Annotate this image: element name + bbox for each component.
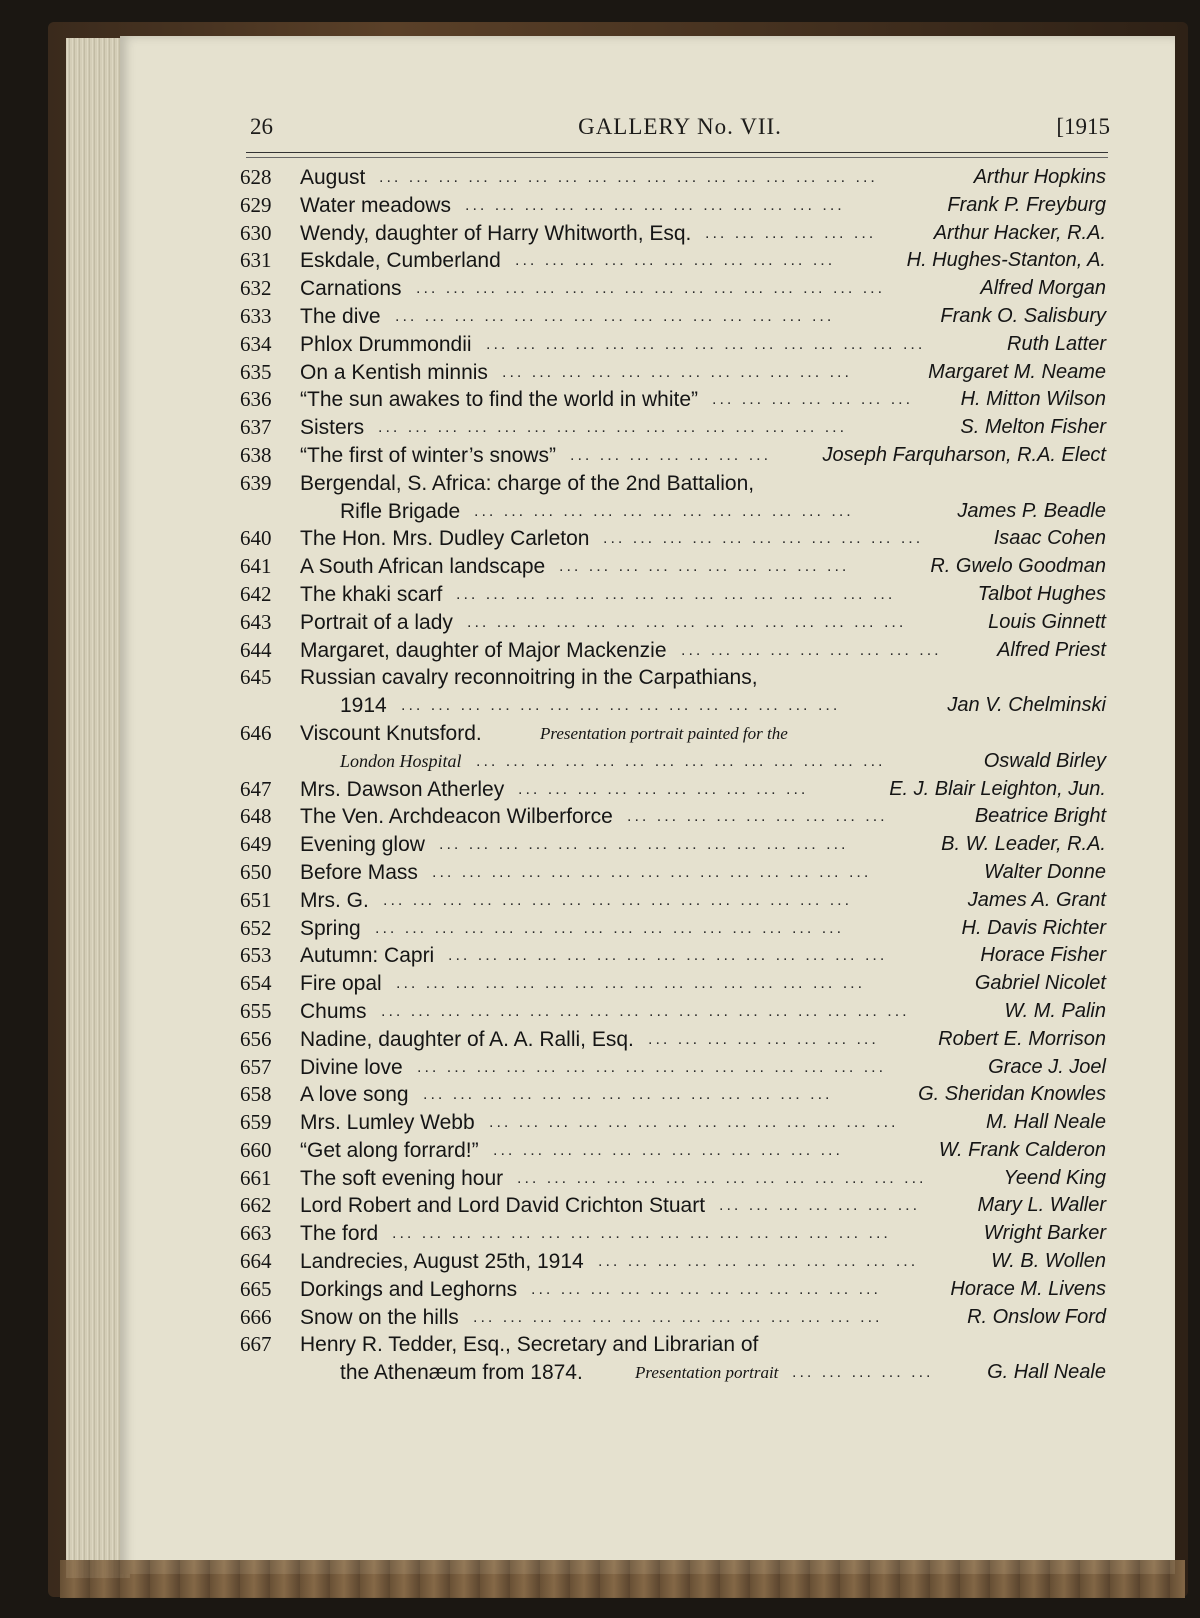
entry-artist: Beatrice Bright <box>974 805 1106 828</box>
entry-title: Margaret, daughter of Major Mackenzie <box>300 638 667 662</box>
entry-title: Henry R. Tedder, Esq., Secretary and Librarian of <box>300 1333 759 1357</box>
entry-title: August <box>300 166 366 189</box>
entry-note: Presentation portrait painted for the <box>540 723 788 743</box>
entry-title: Divine love <box>300 1055 403 1079</box>
leader-dots: ... ... ... ... ... ... ... ... ... ... ... ... ... ... ... ... <box>375 919 845 937</box>
leader-dots: ... ... ... ... ... ... ... <box>712 391 914 409</box>
entry-number: 648 <box>240 804 272 829</box>
catalogue-row <box>0 1331 1200 1359</box>
catalogue-row <box>0 1109 1200 1137</box>
leader-dots: ... ... ... ... ... ... ... ... ... ... ... ... ... <box>474 502 854 520</box>
entry-title: Before Mass <box>300 860 418 884</box>
year-label: [1915 <box>1056 114 1110 139</box>
catalogue-row <box>0 998 1200 1026</box>
entry-title: Evening glow <box>300 833 425 857</box>
catalogue-row <box>0 164 1200 192</box>
entry-artist: Frank P. Freyburg <box>947 193 1106 216</box>
entry-number: 644 <box>240 637 272 662</box>
entry-artist: E. J. Blair Leighton, Jun. <box>889 777 1106 800</box>
catalogue-row <box>0 359 1200 387</box>
entry-artist: W. Frank Calderon <box>938 1138 1106 1161</box>
catalogue-row <box>0 942 1200 970</box>
entry-number: 633 <box>240 303 272 328</box>
leader-dots: ... ... ... ... ... ... ... ... ... ... ... ... ... ... ... ... <box>417 1058 887 1076</box>
leader-dots: ... ... ... ... ... ... ... ... ... ... <box>559 558 850 576</box>
leader-dots: ... ... ... ... ... ... ... ... ... ... ... ... ... ... ... <box>448 947 888 965</box>
entry-artist: R. Gwelo Goodman <box>930 555 1106 578</box>
catalogue-row <box>0 720 1200 748</box>
entry-title: Mrs. Dawson Atherley <box>300 777 505 801</box>
entry-title: “Get along forrard!” <box>300 1138 479 1162</box>
entry-artist: H. Mitton Wilson <box>960 388 1106 411</box>
entry-number: 653 <box>240 943 272 968</box>
leader-dots: ... ... ... ... ... ... ... ... ... ... ... ... ... ... ... ... <box>416 280 886 298</box>
leader-dots: ... ... ... ... ... ... ... ... ... ... ... ... ... ... <box>439 836 849 854</box>
catalogue-row-continued <box>0 748 1200 776</box>
entry-artist: Louis Ginnett <box>988 610 1106 633</box>
entry-number: 660 <box>240 1137 272 1162</box>
catalogue-row <box>0 525 1200 553</box>
entry-artist: Jan V. Chelminski <box>947 694 1106 717</box>
entry-title: Snow on the hills <box>300 1305 459 1329</box>
catalogue-row <box>0 970 1200 998</box>
leader-dots: ... ... ... ... ... ... ... <box>570 446 772 464</box>
catalogue-row <box>0 1304 1200 1332</box>
entry-number: 662 <box>240 1193 272 1218</box>
entry-number: 638 <box>240 442 272 467</box>
entry-artist: M. Hall Neale <box>985 1111 1106 1134</box>
catalogue-row <box>0 442 1200 470</box>
entry-artist: Ruth Latter <box>1007 332 1106 355</box>
entry-title: “The sun awakes to find the world in white” <box>300 388 699 412</box>
entry-number: 658 <box>240 1082 272 1107</box>
entry-title: Dorkings and Leghorns <box>300 1277 518 1301</box>
entry-title: Mrs. Lumley Webb <box>300 1111 475 1135</box>
entry-number: 654 <box>240 971 272 996</box>
leader-dots: ... ... ... ... ... ... ... <box>719 1197 921 1215</box>
catalogue-row <box>0 470 1200 498</box>
entry-title: Eskdale, Cumberland <box>300 249 501 273</box>
entry-title: Viscount Knutsford. <box>300 721 482 745</box>
catalogue-row <box>0 220 1200 248</box>
leader-dots: ... ... ... ... ... ... ... ... ... ... ... ... <box>531 1280 881 1298</box>
entry-number: 636 <box>240 387 272 412</box>
catalogue-row <box>0 386 1200 414</box>
entry-title: Autumn: Capri <box>300 944 435 968</box>
entry-title: Bergendal, S. Africa: charge of the 2nd Battalion, <box>300 471 755 495</box>
leader-dots: ... ... ... ... ... ... ... ... ... ... ... ... <box>493 1141 843 1159</box>
catalogue-row <box>0 859 1200 887</box>
entry-artist: Arthur Hacker, R.A. <box>933 221 1106 244</box>
catalogue-row <box>0 581 1200 609</box>
catalogue-row <box>0 1276 1200 1304</box>
catalogue-row <box>0 609 1200 637</box>
catalogue-row <box>0 1192 1200 1220</box>
entry-title: A love song <box>300 1083 409 1107</box>
leader-dots: ... ... ... ... ... ... ... ... ... ... ... ... ... ... <box>476 752 886 770</box>
leader-dots: ... ... ... ... ... ... ... ... ... ... ... ... <box>502 363 852 381</box>
entry-number: 635 <box>240 359 272 384</box>
entry-artist: Alfred Priest <box>997 638 1106 661</box>
leader-dots: ... ... ... ... ... ... ... ... ... ... ... ... ... ... <box>517 1169 927 1187</box>
entry-number: 645 <box>240 665 272 690</box>
entry-number: 649 <box>240 832 272 857</box>
entry-artist: James A. Grant <box>967 888 1106 911</box>
entry-number: 651 <box>240 887 272 912</box>
entry-artist: W. B. Wollen <box>991 1250 1106 1273</box>
entry-artist: Walter Donne <box>984 860 1106 883</box>
entry-number: 652 <box>240 915 272 940</box>
entry-number: 639 <box>240 470 272 495</box>
leader-dots: ... ... ... ... ... ... ... ... ... ... ... ... ... ... ... <box>456 585 896 603</box>
leader-dots: ... ... ... ... ... ... ... ... ... ... ... ... ... ... ... ... ... ... <box>381 1002 910 1020</box>
catalogue-row <box>0 664 1200 692</box>
entry-title: Fire opal <box>300 972 382 996</box>
entry-number: 628 <box>240 165 272 189</box>
leader-dots: ... ... ... ... ... ... ... ... ... <box>627 808 888 826</box>
entry-title-continued: London Hospital <box>340 750 462 771</box>
entry-number: 647 <box>240 776 272 801</box>
catalogue-row <box>0 1026 1200 1054</box>
leader-dots: ... ... ... ... ... ... ... ... ... <box>681 641 942 659</box>
leader-dots: ... ... ... ... ... ... ... ... ... ... ... ... ... ... ... <box>401 697 841 715</box>
entry-number: 641 <box>240 554 272 579</box>
entry-title: A South African landscape <box>300 555 546 579</box>
page-number: 26 <box>250 114 273 139</box>
catalogue-row <box>0 331 1200 359</box>
entry-artist: Alfred Morgan <box>980 277 1106 300</box>
entry-title-continued: Rifle Brigade <box>340 499 461 523</box>
entry-title: The khaki scarf <box>300 582 443 606</box>
leader-dots: ... ... ... ... ... ... ... ... ... ... ... ... ... ... <box>423 1086 833 1104</box>
entry-artist: Robert E. Morrison <box>938 1027 1106 1050</box>
catalogue-entries <box>0 164 1200 1387</box>
entry-artist: Horace Fisher <box>980 944 1106 967</box>
entry-artist: S. Melton Fisher <box>960 416 1106 439</box>
entry-title: The soft evening hour <box>300 1166 504 1190</box>
catalogue-row <box>0 1054 1200 1082</box>
leader-dots: ... ... ... ... ... ... ... ... ... ... ... ... ... ... ... <box>486 335 926 353</box>
leader-dots: ... ... ... ... ... ... ... ... ... ... ... ... ... ... ... ... <box>396 975 866 993</box>
entry-artist: H. Davis Richter <box>961 916 1106 939</box>
entry-artist: G. Hall Neale <box>987 1361 1106 1384</box>
leader-dots: ... ... ... ... ... ... ... ... ... ... ... ... ... ... ... ... <box>383 891 853 909</box>
leader-dots: ... ... ... ... ... ... ... ... ... ... ... ... ... <box>465 196 845 214</box>
entry-number: 667 <box>240 1332 272 1357</box>
entry-title: Chums <box>300 999 367 1023</box>
entry-title: The Hon. Mrs. Dudley Carleton <box>300 527 590 551</box>
catalogue-row <box>0 192 1200 220</box>
entry-artist: James P. Beadle <box>957 499 1106 522</box>
entry-number: 656 <box>240 1026 272 1051</box>
leader-dots: ... ... ... ... ... ... ... ... ... ... ... ... ... ... ... ... ... <box>392 1225 891 1243</box>
catalogue-row <box>0 776 1200 804</box>
catalogue-row <box>0 1137 1200 1165</box>
leader-dots: ... ... ... ... ... ... ... ... ... ... ... ... ... ... ... ... <box>378 419 848 437</box>
entry-artist: Wright Barker <box>983 1222 1106 1245</box>
entry-title-continued: 1914 <box>340 694 387 718</box>
entry-number: 655 <box>240 998 272 1023</box>
entry-artist: Joseph Farquharson, R.A. Elect <box>822 443 1106 466</box>
entry-number: 640 <box>240 526 272 551</box>
catalogue-row-continued <box>0 498 1200 526</box>
entry-number: 664 <box>240 1249 272 1274</box>
leader-dots: ... ... ... ... ... <box>792 1364 934 1382</box>
entry-artist: Arthur Hopkins <box>973 166 1106 188</box>
catalogue-row <box>0 1081 1200 1109</box>
entry-artist: R. Onslow Ford <box>967 1305 1106 1328</box>
book-edge-bottom <box>60 1560 1185 1598</box>
entry-title: The ford <box>300 1222 379 1246</box>
leader-dots: ... ... ... ... ... ... ... ... ... ... ... ... ... ... ... <box>395 307 835 325</box>
catalogue-row <box>0 414 1200 442</box>
entry-title: Wendy, daughter of Harry Whitworth, Esq. <box>300 221 692 245</box>
entry-number: 665 <box>240 1276 272 1301</box>
entry-artist: Frank O. Salisbury <box>940 304 1106 327</box>
leader-dots: ... ... ... ... ... ... ... ... ... ... ... ... ... ... ... <box>432 863 872 881</box>
entry-title: Carnations <box>300 277 402 301</box>
entry-number: 630 <box>240 220 272 245</box>
entry-number: 650 <box>240 859 272 884</box>
entry-title: Sisters <box>300 416 365 440</box>
entry-title: The dive <box>300 304 381 328</box>
entry-title-continued: the Athenæum from 1874. <box>340 1361 583 1385</box>
catalogue-row <box>0 887 1200 915</box>
catalogue-row <box>0 1165 1200 1193</box>
entry-number: 642 <box>240 581 272 606</box>
catalogue-row <box>0 1220 1200 1248</box>
entry-number: 637 <box>240 415 272 440</box>
entry-title: “The first of winter’s snows” <box>300 443 556 467</box>
entry-title: Landrecies, August 25th, 1914 <box>300 1250 584 1274</box>
page-header <box>250 114 1110 150</box>
catalogue-row <box>0 553 1200 581</box>
entry-artist: Mary L. Waller <box>977 1194 1106 1217</box>
leader-dots: ... ... ... ... ... ... ... ... <box>648 1030 879 1048</box>
catalogue-row-continued <box>0 1359 1200 1387</box>
leader-dots: ... ... ... ... ... ... ... ... ... ... ... ... ... ... ... ... ... <box>379 169 878 186</box>
entry-artist: B. W. Leader, R.A. <box>941 833 1106 856</box>
entry-artist: Margaret M. Neame <box>928 360 1106 383</box>
entry-number: 634 <box>240 331 272 356</box>
catalogue-row <box>0 247 1200 275</box>
entry-number: 661 <box>240 1165 272 1190</box>
leader-dots: ... ... ... ... ... ... ... ... ... ... ... <box>598 1253 919 1271</box>
entry-artist: Isaac Cohen <box>993 527 1106 550</box>
entry-title: The Ven. Archdeacon Wilberforce <box>300 805 613 829</box>
entry-artist: H. Hughes-Stanton, A. <box>906 249 1106 272</box>
gallery-title: GALLERY No. VII. <box>578 114 782 139</box>
leader-dots: ... ... ... ... ... ... ... ... ... ... <box>518 780 809 798</box>
entry-number: 663 <box>240 1221 272 1246</box>
leader-dots: ... ... ... ... ... ... ... ... ... ... ... ... ... ... <box>473 1308 883 1326</box>
entry-number: 646 <box>240 720 272 745</box>
leader-dots: ... ... ... ... ... ... <box>705 224 877 242</box>
catalogue-row <box>0 303 1200 331</box>
entry-title: On a Kentish minnis <box>300 360 488 384</box>
entry-artist: Gabriel Nicolet <box>974 972 1106 995</box>
entry-artist: Horace M. Livens <box>950 1277 1106 1300</box>
catalogue-row <box>0 1248 1200 1276</box>
entry-number: 643 <box>240 609 272 634</box>
entry-title: Lord Robert and Lord David Crichton Stuart <box>300 1194 706 1218</box>
entry-title: Water meadows <box>300 193 451 217</box>
entry-artist: G. Sheridan Knowles <box>918 1083 1106 1106</box>
entry-number: 632 <box>240 276 272 301</box>
entry-number: 631 <box>240 248 272 273</box>
entry-artist: Yeend King <box>1003 1166 1106 1189</box>
catalogue-row <box>0 637 1200 665</box>
entry-title: Nadine, daughter of A. A. Ralli, Esq. <box>300 1027 634 1051</box>
entry-title: Russian cavalry reconnoitring in the Carpathians, <box>300 666 758 690</box>
entry-title: Spring <box>300 916 361 940</box>
entry-title: Phlox Drummondii <box>300 332 472 356</box>
catalogue-row-continued <box>0 692 1200 720</box>
leader-dots: ... ... ... ... ... ... ... ... ... ... ... ... ... ... <box>489 1114 899 1132</box>
leader-dots: ... ... ... ... ... ... ... ... ... ... ... ... ... ... ... <box>467 613 907 631</box>
catalogue-row <box>0 275 1200 303</box>
entry-number: 657 <box>240 1054 272 1079</box>
leader-dots: ... ... ... ... ... ... ... ... ... ... ... <box>515 252 836 270</box>
entry-artist: W. M. Palin <box>1004 999 1106 1022</box>
entry-title: Portrait of a lady <box>300 610 453 634</box>
entry-artist: Grace J. Joel <box>988 1055 1106 1078</box>
entry-note: Presentation portrait <box>635 1363 779 1383</box>
entry-number: 659 <box>240 1110 272 1135</box>
catalogue-row <box>0 915 1200 943</box>
entry-artist: Talbot Hughes <box>977 582 1106 605</box>
catalogue-row <box>0 803 1200 831</box>
entry-artist: Oswald Birley <box>983 749 1106 772</box>
entry-number: 629 <box>240 192 272 217</box>
entry-number: 666 <box>240 1304 272 1329</box>
entry-title: Mrs. G. <box>300 888 369 912</box>
catalogue-row <box>0 831 1200 859</box>
header-rule <box>246 152 1108 158</box>
leader-dots: ... ... ... ... ... ... ... ... ... ... ... <box>603 530 924 548</box>
